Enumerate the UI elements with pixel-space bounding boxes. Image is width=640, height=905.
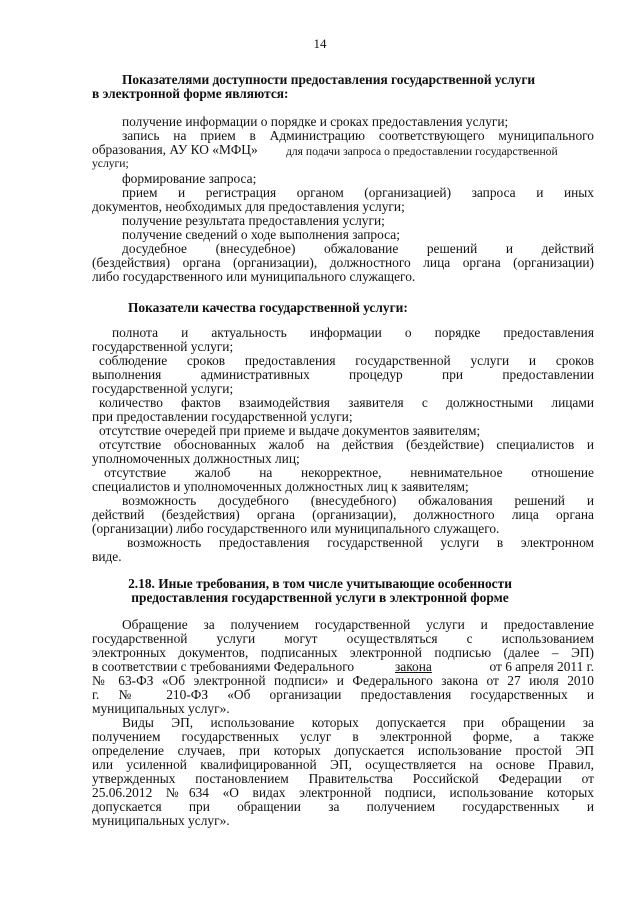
quality-line: отсутствие очередей при приеме и выдаче документов заявителям; bbox=[99, 423, 481, 438]
accessibility-heading-line2: в электронной форме являются: bbox=[92, 86, 289, 101]
quality-line: полнота и актуальность информации о порядке предоставления bbox=[112, 325, 594, 340]
section-218-p2-line: Виды ЭП, использование которых допускается при обращении за bbox=[122, 715, 594, 730]
section-218-p1-line: муниципальных услуг». bbox=[92, 701, 230, 716]
section-218-p1-line: государственной услуги могут осуществляться с использованием bbox=[92, 631, 594, 646]
accessibility-line: досудебное (внесудебное) обжалование решений и действий bbox=[122, 241, 594, 256]
accessibility-line: образования, АУ КО «МФЦ» bbox=[92, 142, 258, 157]
quality-line: государственной услуги; bbox=[92, 381, 234, 396]
quality-line: уполномоченных должностных лиц; bbox=[92, 451, 300, 466]
section-218-p1-line: от 6 апреля 2011 г. bbox=[489, 659, 594, 674]
section-218-p2-line: муниципальных услуг». bbox=[92, 813, 230, 828]
quality-line: специалистов и уполномоченных должностных лиц к заявителям; bbox=[92, 479, 469, 494]
section-218-p1-line: электронных документов, подписанных электронной подписью (далее – ЭП) bbox=[92, 645, 594, 660]
section-218-p2-line: получением государственных услуг в электронной форме, а также bbox=[92, 729, 594, 744]
accessibility-line: запись на прием в Администрацию соответствующего муниципального bbox=[122, 128, 594, 143]
accessibility-line: либо государственного или муниципального служащего. bbox=[92, 269, 416, 284]
accessibility-line-small: для подачи запроса о предоставлении государственной bbox=[286, 145, 558, 158]
accessibility-line: получение сведений о ходе выполнения запроса; bbox=[122, 227, 400, 242]
accessibility-line: документов, необходимых для предоставления услуги; bbox=[92, 199, 405, 214]
quality-line: при предоставлении государственной услуги; bbox=[92, 409, 353, 424]
section-218-p2-line: утвержденных постановлением Правительства Российской Федерации от bbox=[92, 771, 594, 786]
accessibility-line: получение информации о порядке и сроках предоставления услуги; bbox=[122, 114, 509, 129]
quality-line: возможность досудебного (внесудебного) обжалования решений и bbox=[122, 493, 594, 508]
quality-line: выполнения административных процедур при предоставлении bbox=[92, 367, 594, 382]
section-218-p1-line: г. № 210-ФЗ «Об организации предоставления государственных и bbox=[92, 687, 594, 702]
section-218-p2-line: или усиленной квалифицированной ЭП, осуществляется на основе Правил, bbox=[92, 757, 594, 772]
section-218-heading-line2: предоставления государственной услуги в электронной форме bbox=[131, 590, 509, 605]
quality-line: соблюдение сроков предоставления государственной услуги и сроков bbox=[99, 353, 594, 368]
accessibility-line: формирование запроса; bbox=[122, 171, 257, 186]
quality-heading: Показатели качества государственной услуги: bbox=[128, 300, 408, 315]
quality-line: государственной услуги; bbox=[92, 339, 234, 354]
quality-line: действий (бездействия) органа (организации), должностного лица органа bbox=[92, 507, 594, 522]
section-218-p2-line: 25.06.2012 №634 «О видах электронной подписи, использование которых bbox=[92, 785, 594, 800]
accessibility-line: получение результата предоставления услуги; bbox=[122, 213, 385, 228]
accessibility-line: услуги; bbox=[92, 157, 129, 170]
quality-line: отсутствие обоснованных жалоб на действия (бездействие) специалистов и bbox=[99, 437, 594, 452]
quality-line: отсутствие жалоб на некорректное, невнимательное отношение bbox=[104, 465, 594, 480]
accessibility-heading-line1: Показателями доступности предоставления государственной услуги bbox=[122, 72, 536, 87]
section-218-p2-line: допускается при обращении за получением государственных и bbox=[92, 799, 594, 814]
quality-line: возможность предоставления государственной услуги в электронном bbox=[127, 535, 594, 550]
section-218-p1-line: в соответствии с требованиями Федерального bbox=[92, 659, 355, 674]
page-number: 14 bbox=[313, 36, 327, 51]
section-218-p1-line: Обращение за получением государственной услуги и предоставление bbox=[122, 617, 594, 632]
quality-line: количество фактов взаимодействия заявителя с должностными лицами bbox=[99, 395, 594, 410]
section-218-p1-line: № 63-ФЗ «Об электронной подписи» и Федерального закона от 27 июля 2010 bbox=[92, 673, 594, 688]
accessibility-line: прием и регистрация органом (организацией) запроса и иных bbox=[122, 185, 594, 200]
quality-line: (организации) либо государственного или муниципального служащего. bbox=[92, 521, 500, 536]
section-218-p2-line: определение случаев, при которых допускается использование простой ЭП bbox=[92, 743, 594, 758]
section-218-heading-line1: 2.18. Иные требования, в том числе учитывающие особенности bbox=[128, 576, 512, 591]
quality-line: виде. bbox=[92, 549, 122, 564]
accessibility-line: (бездействия) органа (организации), должностного лица органа (организации) bbox=[92, 255, 594, 270]
law-link-text: закона bbox=[395, 659, 432, 674]
